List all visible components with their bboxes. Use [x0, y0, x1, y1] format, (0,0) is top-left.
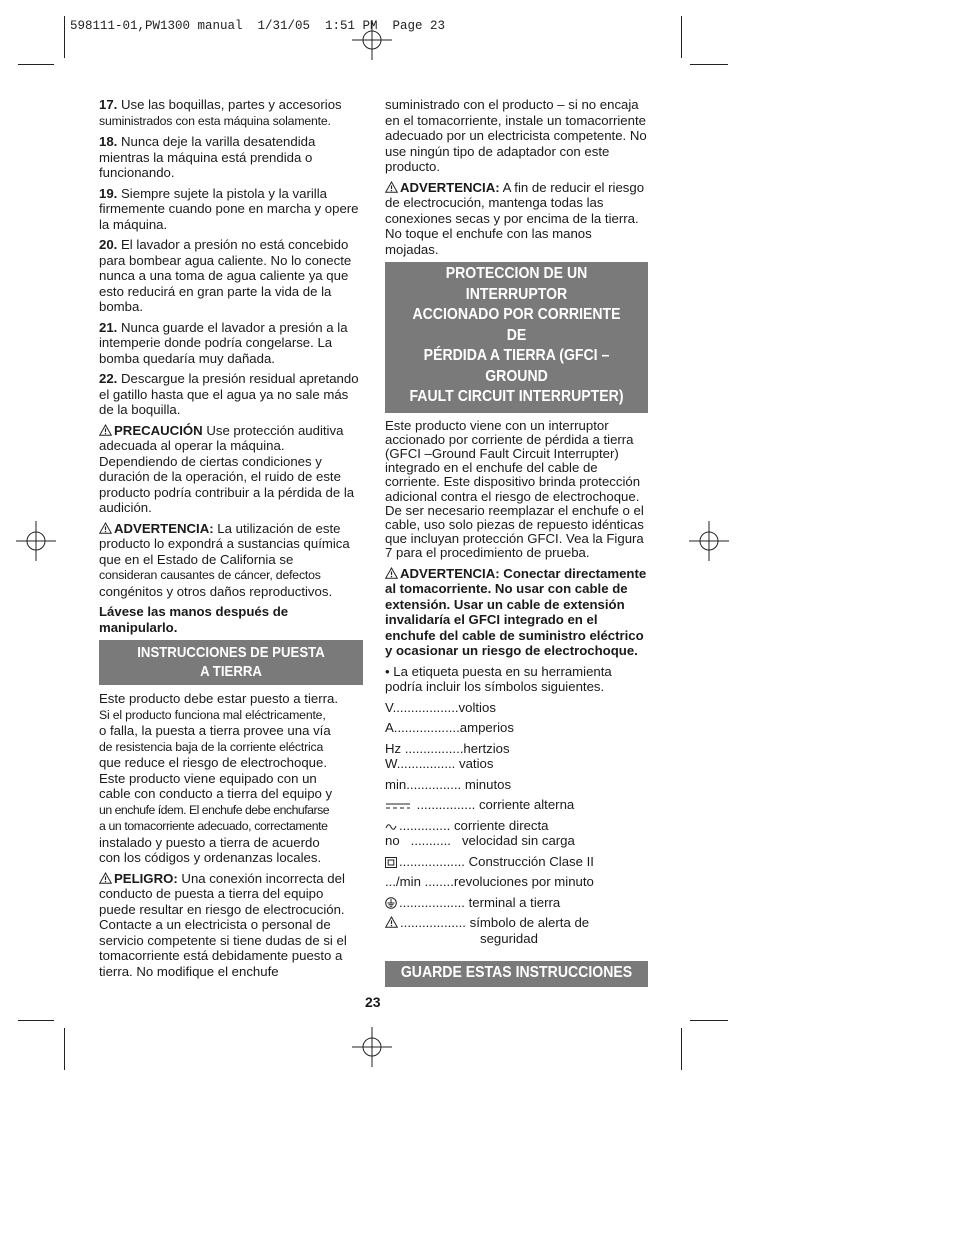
label-symbols-intro: • La etiqueta puesta en su herramienta podría incluir los símbolos siguientes.	[385, 663, 612, 695]
symbol-class-ii: .................. Construcción Clase II	[385, 854, 648, 870]
list-item: 20. El lavador a presión no está concebido para bombear agua caliente. No lo conecte nunca a una toma de agua caliente ya que esto reducirá en gran parte la vida de la bomba.	[99, 237, 352, 314]
crop-mark	[690, 1020, 728, 1021]
registration-mark-icon	[352, 1027, 392, 1067]
left-column	[99, 97, 363, 984]
warning-triangle-icon	[99, 424, 112, 436]
symbol-no-load-speed: no ........... velocidad sin carga	[385, 833, 575, 849]
registration-mark-icon	[16, 521, 56, 561]
symbol-rpm: .../min ........revoluciones por minuto	[385, 874, 594, 890]
warning-note: ADVERTENCIA: A fin de reducir el riesgo de electrocución, mantenga todas las conexiones secas y por encima de la tierra. No toque el enchufe con las manos mojadas.	[385, 179, 645, 257]
symbol-safety-alert-cont: seguridad	[480, 930, 538, 946]
registration-mark-icon	[689, 521, 729, 561]
list-item: 18. Nunca deje la varilla desatendida mientras la máquina está prendida o funcionando.	[99, 134, 316, 180]
crop-mark	[64, 16, 65, 58]
warning-triangle-icon	[385, 181, 398, 193]
symbol-ac: ................ corriente alterna	[385, 797, 648, 813]
list-item: 19. Siempre sujete la pistola y la varilla firmemente cuando pone en marcha y opere la máquina.	[99, 185, 359, 232]
list-item: 22. Descargue la presión residual apretando el gatillo hasta que el agua ya no sale más de la boquilla.	[99, 371, 359, 417]
crop-mark	[18, 64, 54, 65]
crop-mark	[690, 64, 728, 65]
warning-triangle-icon	[385, 916, 398, 928]
gfci-text: Este producto viene con un interruptor accionado por corriente de pérdida a tierra (GFCI –Ground Fault Circuit Interrupter) integrado en el enchufe del cable de corriente. Este dispositivo brinda protección adicional contra el riesgo de electrochoque. De ser necesario reemplazar el enchufe o el cable, uso solo piezas de repuesto idénticas que incluyan protección GFCI. Vea la Figura 7 para el procedimiento de prueba.	[385, 417, 644, 561]
symbol-amps: A..................amperios	[385, 720, 514, 736]
earth-ground-icon	[385, 897, 397, 909]
crop-mark	[18, 1020, 54, 1021]
right-column	[385, 97, 648, 993]
symbol-earth-terminal: .................. terminal a tierra	[385, 895, 648, 911]
symbol-dc: .............. corriente directa	[385, 818, 648, 834]
direct-current-icon	[385, 801, 411, 811]
crop-mark	[681, 1028, 682, 1070]
class-ii-icon	[385, 857, 397, 868]
warning-triangle-icon	[385, 567, 398, 579]
danger-note: PELIGRO: Una conexión incorrecta del conducto de puesta a tierra del equipo puede resultar en riesgo de electrocución. Contacte a un electricista o personal de servicio competente si tiene dudas de si el tomacorriente está debidamente puesto a tierra. No modifique el enchufe	[99, 870, 347, 979]
plug-continuation: suministrado con el producto – si no encaja en el tomacorriente, instale un tomacorriente adecuado por un electricista competente. No use ningún tipo de adaptador con este producto.	[385, 97, 647, 174]
page-number: 23	[365, 994, 381, 1010]
wash-hands-note: Lávese las manos después de manipularlo.	[99, 604, 289, 635]
warning-triangle-icon	[99, 522, 112, 534]
symbol-minutes: min............... minutos	[385, 776, 512, 792]
gfci-warning: ADVERTENCIA: Conectar directamente al tomacorriente. No usar con cable de extensión. Usar un cable de extensión invalidaría el GFCI integrado en el enchufe del cable de suministro eléctrico y ocasionar un riesgo de electrochoque.	[385, 565, 647, 659]
symbol-safety-alert: .................. símbolo de alerta de	[385, 915, 648, 931]
list-item: 21. Nunca guarde el lavador a presión a la intemperie donde podría congelarse. La bomba quedaría muy dañada.	[99, 319, 348, 366]
symbol-watts: W................ vatios	[385, 756, 494, 772]
section-header-gfci: PROTECCION DE UN INTERRUPTOR ACCIONADO POR CORRIENTE DE PÉRDIDA A TIERRA (GFCI – GROUND FAULT CIRCUIT INTERRUPTER)	[385, 262, 648, 413]
print-slug: 598111-01,PW1300 manual 1/31/05 1:51 PM Page 23	[70, 19, 446, 33]
section-header-save: GUARDE ESTAS INSTRUCCIONES	[385, 961, 648, 987]
grounding-text: Este producto debe estar puesto a tierra. Si el producto funciona mal eléctricamente, o falla, la puesta a tierra provee una vía de resistencia baja de la corriente eléctrica que reduce el riesgo de electrochoque. Este producto viene equipado con un cable con conducto a tierra del equipo y un enchufe ídem. El enchufe debe enchufarse a un tomacorriente adecuado, correctamente instalado y puesto a tierra de acuerdo con los códigos y ordenanzas locales.	[99, 691, 338, 865]
symbol-hertz: Hz ................hertzios	[385, 740, 510, 756]
alternating-current-icon	[385, 822, 397, 832]
list-item: 17. Use las boquillas, partes y accesorios suministrados con esta máquina solamente.	[99, 97, 342, 128]
crop-mark	[681, 16, 682, 58]
section-header-grounding: INSTRUCCIONES DE PUESTA A TIERRA	[99, 640, 363, 685]
symbol-list	[385, 700, 648, 947]
caution-note: PRECAUCIÓN Use protección auditiva adecuada al operar la máquina. Dependiendo de ciertas condiciones y duración de la operación, el ruido de este producto podría contribuir a la pérdida de la audición.	[99, 422, 355, 515]
warning-note: ADVERTENCIA: La utilización de este producto lo expondrá a sustancias química que en el Estado de California se consideran causantes de cáncer, defectos congénitos y otros daños reproductivos.	[99, 520, 350, 599]
crop-mark	[64, 1028, 65, 1070]
symbol-volts: V..................voltios	[385, 699, 496, 715]
warning-triangle-icon	[99, 872, 112, 884]
